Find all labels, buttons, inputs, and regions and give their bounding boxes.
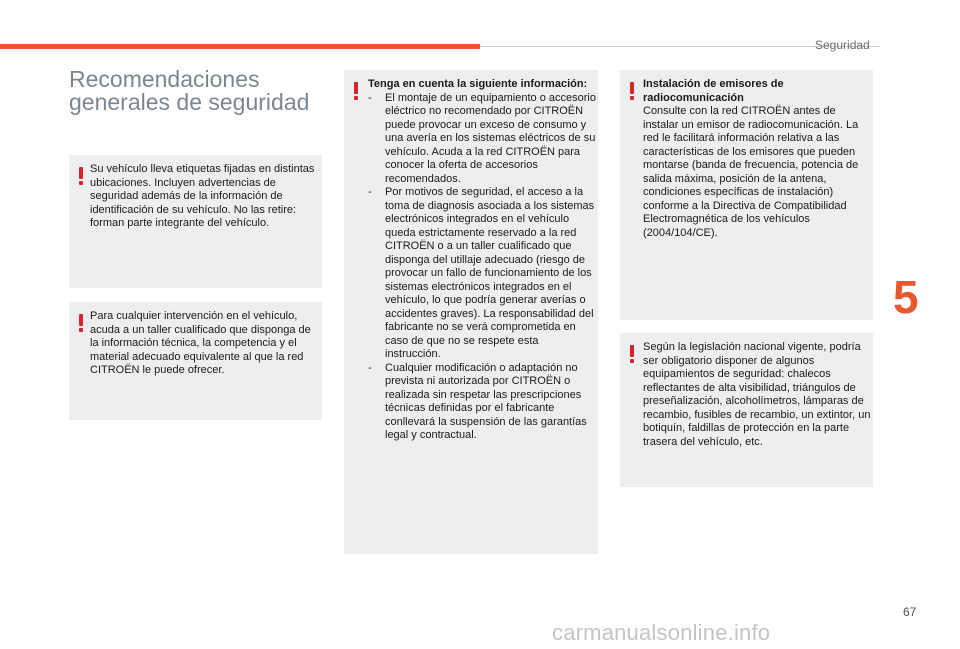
list-item [368,92,596,187]
page-number: 67 [903,605,917,619]
list-dash: - [368,361,372,374]
notice-box-legislation [620,333,873,487]
notice-content [368,78,596,443]
exclamation-warning-icon [79,167,83,185]
notice-text: Para cualquier intervención en el vehículo, acuda a un taller cualificado que disponga de la información técnica, la competencia y el material adecuado equivalente al que la red CITROËN le puede ofrecer. [90,310,311,376]
notice-box-workshop [69,302,322,420]
notice-text: Consulte con la red CITROËN antes de instalar un emisor de radiocomunicación. La red le facilitará información relativa a las características de los emisores que pueden montarse (banda de frecuencia, potencia de salida máxima, posición de la antena, condiciones específicas de instalación) conforme a la Directiva de Compatibilidad Electromagnética de los vehículos (2004/104/CE). [643,105,859,239]
list-item-text: El montaje de un equipamiento o accesorio eléctrico no recomendado por CITROËN puede provocar un exceso de consumo y una avería en los sistemas eléctricos de su vehículo. Acuda a la red CITROËN para conocer la oferta de accesorios recomendados. [385,91,596,185]
list-dash: - [368,186,372,198]
list-item-text: Por motivos de seguridad, el acceso a la toma de diagnosis asociada a los sistemas electrónicos integrados en el vehículo queda estrictamente reservado a la red CITROËN o a un taller cualificado que disponga del utillaje adecuado (riesgo de provocar un fallo de funcionamiento de los sistemas electrónicos integrados en el vehículo, lo que podría generar averías o accidentes graves). La responsabilidad del fabricante no se verá comprometida en caso de que no se respete esta instrucción. [385,186,595,360]
list-dash: - [368,91,372,104]
notice-heading: Instalación de emisores de radiocomunicación [643,78,784,104]
header-accent-bar [0,44,480,49]
section-title: Seguridad [815,38,870,52]
list-item [368,186,596,362]
notice-text: Su vehículo lleva etiquetas fijadas en distintas ubicaciones. Incluyen advertencias de seguridad además de la información de identificación de su vehículo. No las retire: forman parte integrante del vehículo. [90,163,315,229]
notice-list [368,92,596,443]
list-item [368,362,596,443]
exclamation-warning-icon [630,82,634,100]
exclamation-warning-icon [354,82,358,100]
notice-text: Según la legislación nacional vigente, podría ser obligatorio disponer de algunos equipamientos de seguridad: chalecos reflectantes de alta visibilidad, triángulos de preseñalización, alcoholímetros, lámparas de recambio, fusibles de recambio, un extintor, un botiquín, faldillas de protección en la parte trasera del vehículo, etc. [643,341,871,448]
notice-heading: Tenga en cuenta la siguiente información: [368,78,588,90]
notice-content [643,78,871,240]
notice-box-labels [69,155,322,288]
chapter-number: 5 [893,271,919,323]
watermark: carmanualsonline.info [552,620,771,645]
exclamation-warning-icon [630,345,634,363]
page-title: Recomendaciones generales de seguridad [69,66,310,115]
exclamation-warning-icon [79,314,83,332]
notice-box-information [344,70,598,554]
notice-box-radio [620,70,873,320]
list-item-text: Cualquier modificación o adaptación no prevista ni autorizada por CITROËN o realizada sin respetar las prescripciones técnicas definidas por el fabricante conllevará la suspensión de las garantías legal y contractual. [385,361,587,441]
